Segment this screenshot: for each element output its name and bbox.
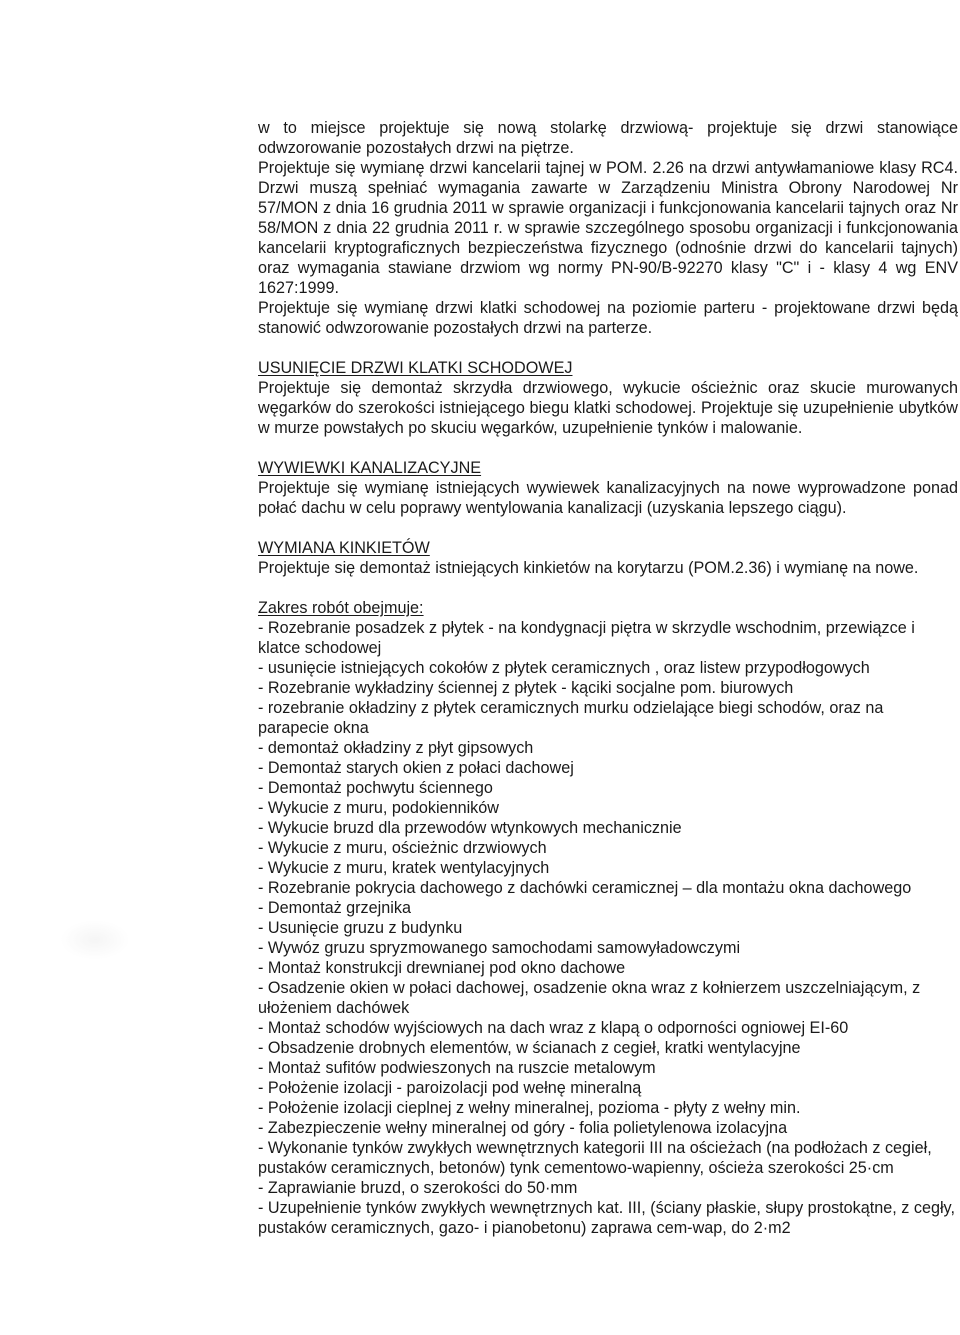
scope-item: - Położenie izolacji cieplnej z wełny mineralnej, pozioma - płyty z wełny min. — [258, 1099, 801, 1117]
scope-item: - Rozebranie posadzek z płytek - na kondygnacji piętra w skrzydle wschodnim, przewiązce i klatce schodowej — [258, 619, 915, 657]
scope-item: - Wykucie z muru, kratek wentylacyjnych — [258, 859, 550, 877]
scope-item: - Montaż schodów wyjściowych na dach wraz z klapą o odporności ogniowej EI-60 — [258, 1019, 849, 1037]
scope-item: - Rozebranie wykładziny ściennej z płytek - kąciki socjalne pom. biurowych — [258, 679, 794, 697]
scope-item: - demontaż okładziny z płyt gipsowych — [258, 739, 534, 757]
scope-of-works — [258, 598, 958, 1238]
scope-item: - Rozebranie pokrycia dachowego z dachówki ceramicznej – dla montażu okna dachowego — [258, 879, 912, 897]
section-wall-lamps — [258, 538, 958, 578]
scope-item: - Demontaż pochwytu ściennego — [258, 779, 493, 797]
scope-item: - Położenie izolacji - paroizolacji pod wełnę mineralną — [258, 1079, 642, 1097]
section-body: Projektuje się wymianę istniejących wywiewek kanalizacyjnych na nowe wyprowadzone ponad połać dachu w celu poprawy wentylowania kanalizacji (uzyskania lepszego ciągu). — [258, 479, 958, 517]
section-door-removal — [258, 358, 958, 438]
scope-item: - Uzupełnienie tynków zwykłych wewnętrznych kat. III, (ściany płaskie, słupy prostokątne, z cegły, pustaków ceramicznych, gazo- i pianobetonu) zaprawa cem-wap, do 2·m2 — [258, 1199, 955, 1237]
scope-item: - Wykucie bruzd dla przewodów wtynkowych mechanicznie — [258, 819, 682, 837]
scope-item: - Wywóz gruzu spryzmowanego samochodami samowyładowczymi — [258, 939, 741, 957]
scope-item: - Wykucie z muru, podokienników — [258, 799, 499, 817]
scope-item: - Wykonanie tynków zwykłych wewnętrznych kategorii III na ościeżach (na podłożach z cegieł, pustaków ceramicznych, betonów) tynk cementowo-wapienny, ościeża szerokości 25·cm — [258, 1139, 932, 1177]
scope-item: - Usunięcie gruzu z budynku — [258, 919, 463, 937]
intro-paragraph-2: Projektuje się wymianę drzwi kancelarii tajnej w POM. 2.26 na drzwi antywłamaniowe klasy RC4. Drzwi muszą spełniać wymagania zawarte w Zarządzeniu Ministra Obrony Narodowej Nr 57/MON z dnia 16 grudnia 2011 w sprawie organizacji i funkcjonowania kancelarii tajnych oraz Nr 58/MON z dnia 22 grudnia 2011 r. w sprawie szczególnego sposobu organizacji i funkcjonowania kancelarii kryptograficznych bezpieczeństwa fizycznego (odnośnie drzwi do kancelarii tajnych) oraz wymagania stawiane drzwiom wg normy PN-90/B-92270 klasy "C" i - klasy 4 wg ENV 1627:1999. — [258, 159, 958, 297]
scope-item: - Osadzenie okien w połaci dachowej, osadzenie okna wraz z kołnierzem uszczelniającym, z ułożeniem dachówek — [258, 979, 921, 1017]
section-title: WYWIEWKI KANALIZACYJNE — [258, 459, 482, 477]
scope-item: - Demontaż starych okien z połaci dachowej — [258, 759, 574, 777]
intro-paragraph-1: w to miejsce projektuje się nową stolarkę drzwiową- projektuje się drzwi stanowiące odwzorowanie pozostałych drzwi na piętrze. — [258, 119, 958, 157]
scan-artifact — [60, 920, 130, 960]
section-vent-pipes — [258, 458, 958, 518]
scope-item: - Zaprawianie bruzd, o szerokości do 50·mm — [258, 1179, 578, 1197]
scope-item: - Obsadzenie drobnych elementów, w ścianach z cegieł, kratki wentylacyjne — [258, 1039, 801, 1057]
intro-paragraph-3: Projektuje się wymianę drzwi klatki schodowej na poziomie parteru - projektowane drzwi będą stanowić odwzorowanie pozostałych drzwi na parterze. — [258, 299, 958, 337]
section-body: Projektuje się demontaż skrzydła drzwiowego, wykucie ościeżnic oraz skucie murowanych węgarków do szerokości istniejącego biegu klatki schodowej. Projektuje się uzupełnienie ubytków w murze powstałych po skuciu węgarków, uzupełnienie tynków i malowanie. — [258, 379, 958, 437]
scope-item: - Demontaż grzejnika — [258, 899, 411, 917]
scope-item: - Wykucie z muru, ościeżnic drzwiowych — [258, 839, 547, 857]
scope-title: Zakres robót obejmuje: — [258, 599, 424, 617]
document-body — [258, 118, 958, 1238]
section-title: WYMIANA KINKIETÓW — [258, 539, 430, 557]
scope-list — [258, 618, 958, 1238]
scope-item: - usunięcie istniejących cokołów z płytek ceramicznych , oraz listew przypodłogowych — [258, 659, 870, 677]
scope-item: - Montaż sufitów podwieszonych na ruszcie metalowym — [258, 1059, 656, 1077]
scope-item: - Montaż konstrukcji drewnianej pod okno dachowe — [258, 959, 626, 977]
intro-block — [258, 118, 958, 338]
section-body: Projektuje się demontaż istniejących kinkietów na korytarzu (POM.2.36) i wymianę na nowe. — [258, 559, 919, 577]
scope-item: - Zabezpieczenie wełny mineralnej od góry - folia polietylenowa izolacyjna — [258, 1119, 788, 1137]
section-title: USUNIĘCIE DRZWI KLATKI SCHODOWEJ — [258, 359, 573, 377]
scope-item: - rozebranie okładziny z płytek ceramicznych murku odzielające biegi schodów, oraz na parapecie okna — [258, 699, 884, 737]
